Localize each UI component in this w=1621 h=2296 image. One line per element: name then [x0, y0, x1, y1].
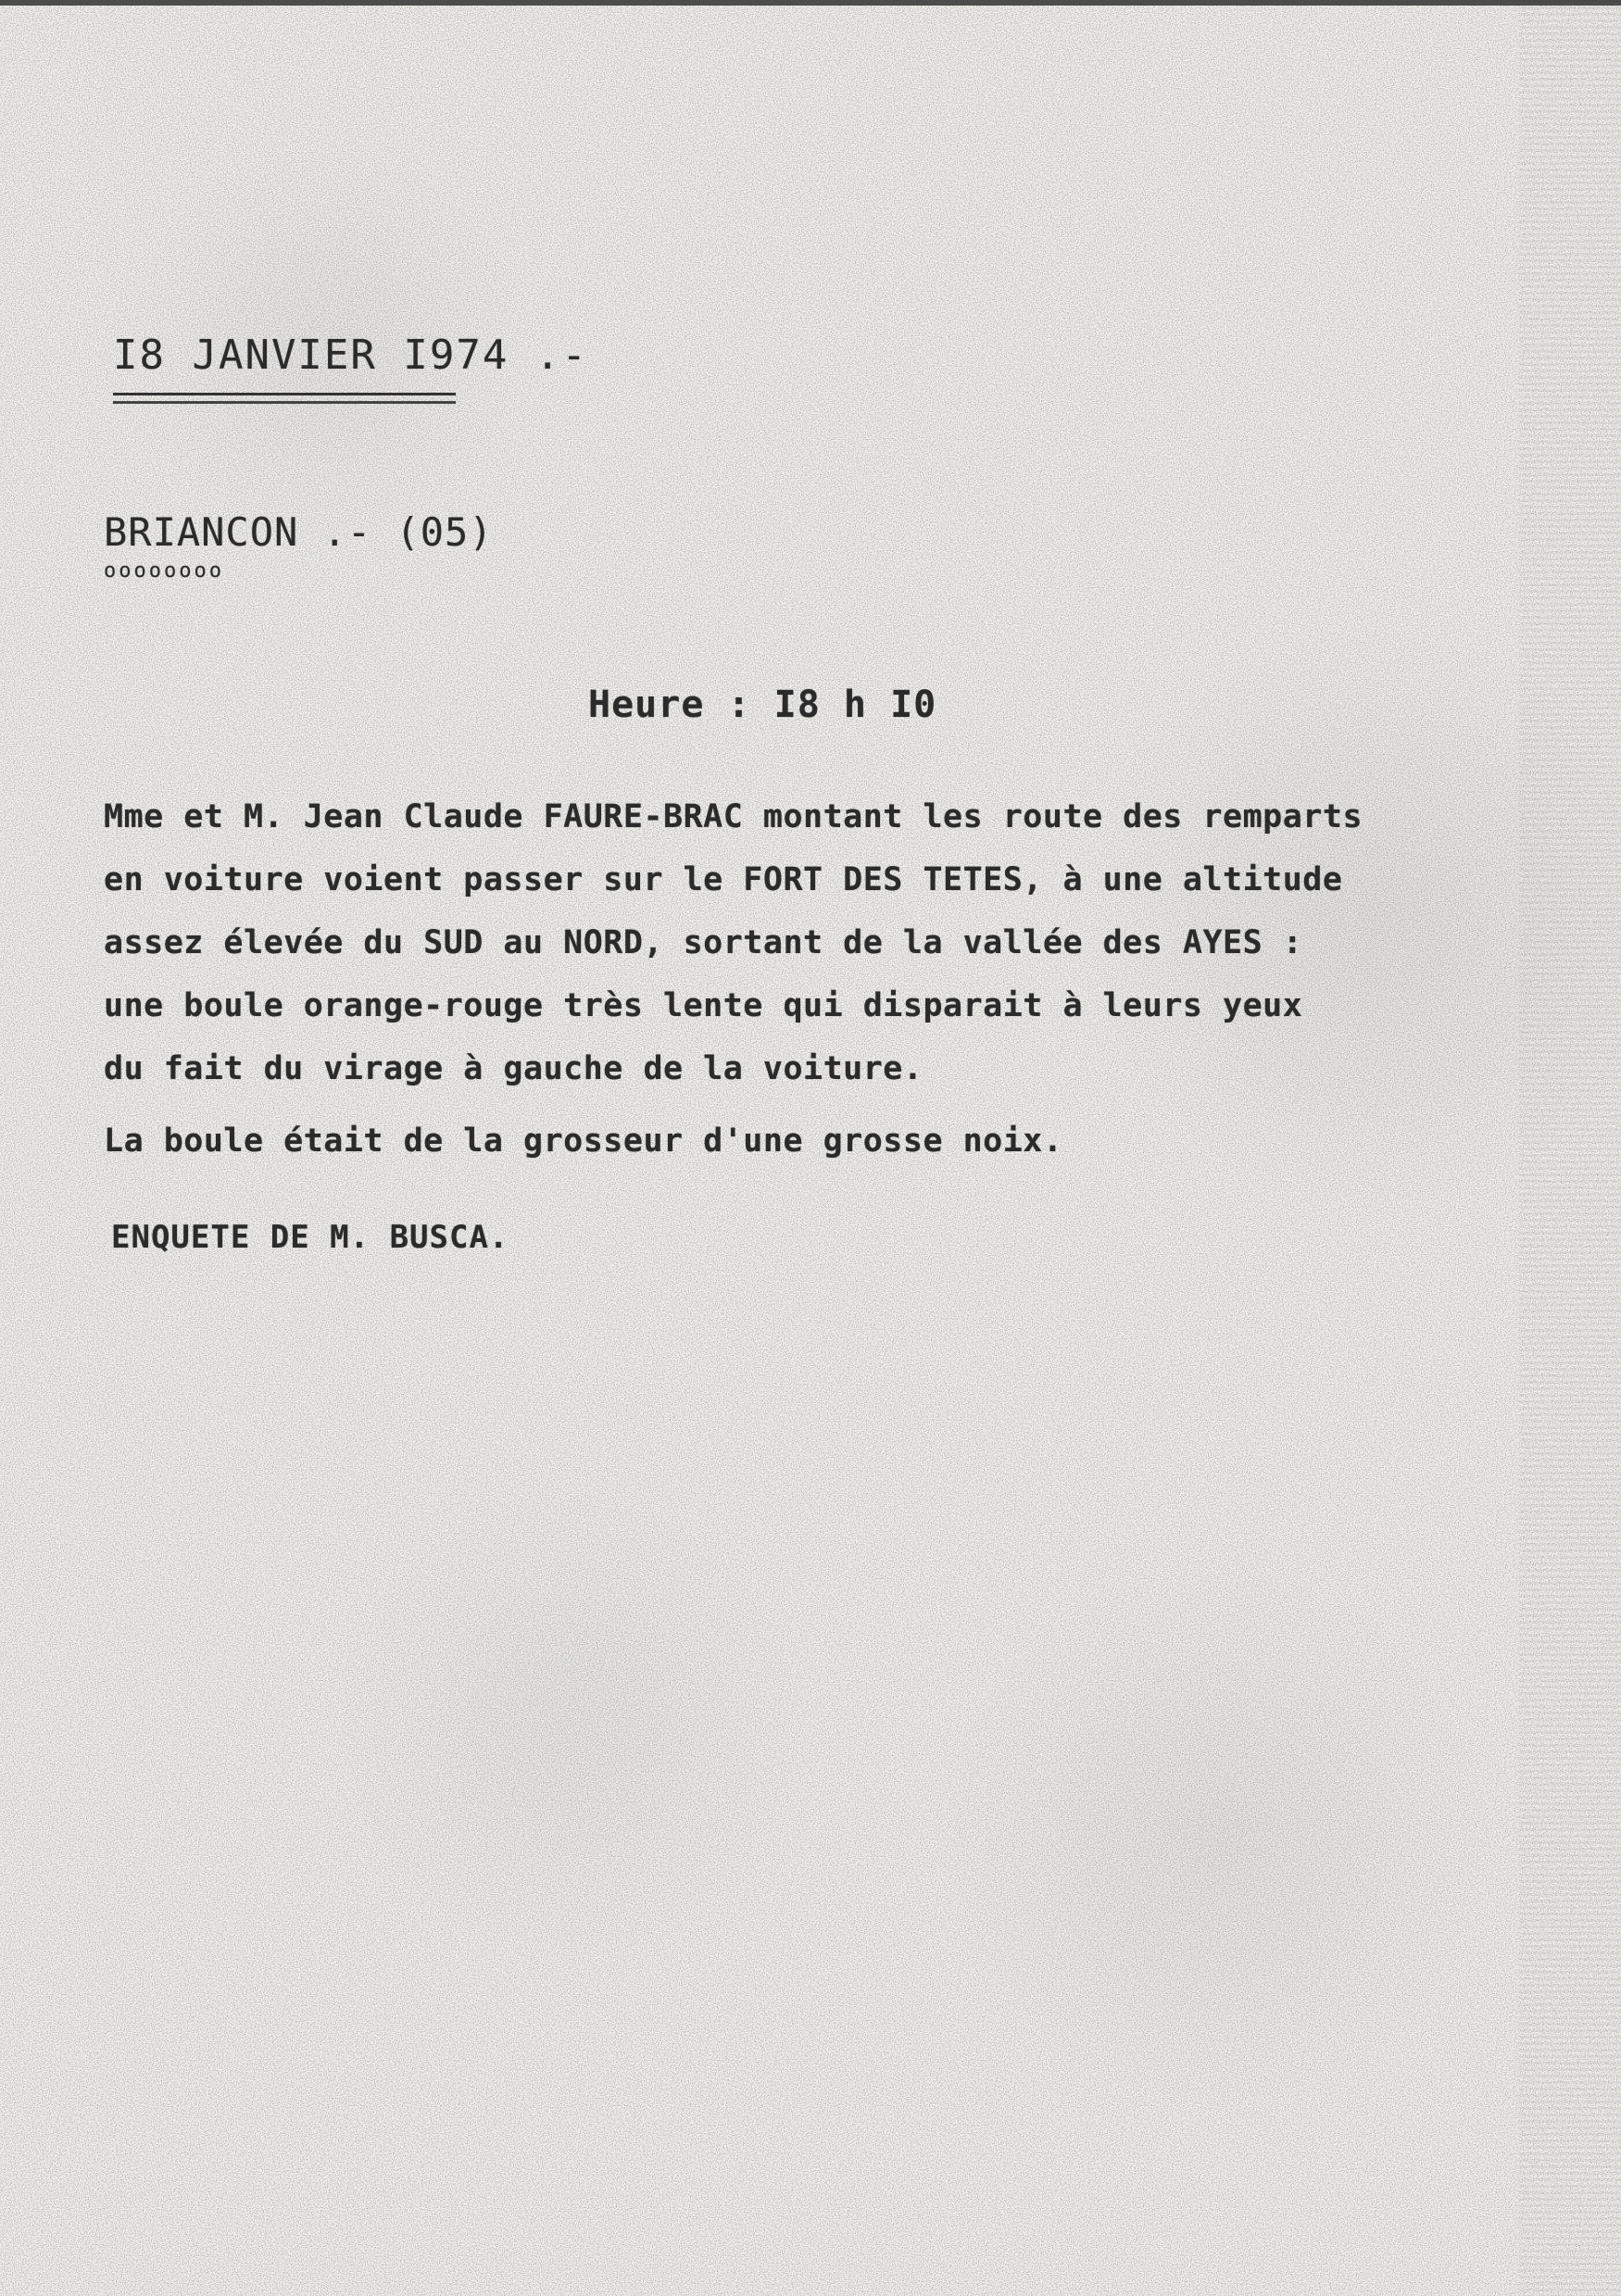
time-line: Heure : I8 h I0 — [588, 684, 937, 726]
report-line-2: en voiture voient passer sur le FORT DES TETES, à une altitude — [104, 861, 1343, 898]
report-line-6: La boule était de la grosseur d'une grosse noix. — [104, 1123, 1063, 1160]
location-heading: BRIANCON .- (05) — [104, 509, 494, 555]
report-line-4: une boule orange-rouge très lente qui disparait à leurs yeux — [104, 987, 1303, 1024]
date-double-underline — [113, 393, 456, 404]
top-edge-line — [0, 0, 1621, 6]
report-line-1: Mme et M. Jean Claude FAURE-BRAC montant les route des remparts — [104, 798, 1363, 835]
location-underline: oooooooo — [104, 559, 224, 583]
report-line-3: assez élevée du SUD au NORD, sortant de la vallée des AYES : — [104, 924, 1303, 961]
scan-right-edge-noise — [1519, 0, 1621, 2296]
date-heading: I8 JANVIER I974 .- — [113, 332, 588, 379]
investigation-signoff: ENQUETE DE M. BUSCA. — [111, 1219, 509, 1256]
report-line-5: du fait du virage à gauche de la voiture. — [104, 1050, 924, 1087]
